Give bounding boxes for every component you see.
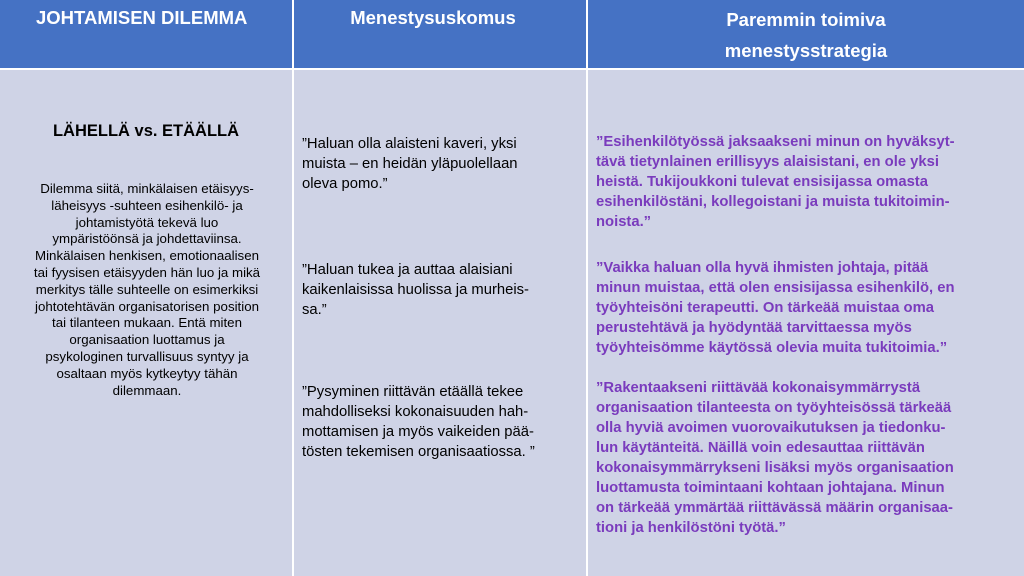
dilemma-line: johtotehtävän organisatorisen position [35, 298, 259, 314]
strategy-cell [588, 70, 1024, 576]
header-strategy-line-1: Paremmin toimiva [726, 9, 886, 30]
dilemma-line: dilemmaan. [112, 382, 182, 398]
strategy-line: noista.” [596, 214, 652, 230]
dilemma-line: psykologinen turvallisuus syntyy ja [45, 348, 249, 364]
header-strategy-line-2: menestysstrategia [724, 40, 888, 61]
strategy-line: luottamusta toimintaani kohtaan johtajana. Minun [596, 480, 945, 496]
strategy-line: perustehtävä ja hyödyntää tarvittaessa myös [596, 320, 912, 336]
strategy-line: lun käytänteitä. Näillä voin edesauttaa riittävän [596, 440, 925, 456]
header-belief-label: Menestysuskomus [350, 7, 516, 28]
belief-line: ”Haluan olla alaisteni kaveri, yksi [302, 136, 517, 152]
belief-line: kaikenlaisissa huolissa ja murheis- [302, 282, 529, 298]
dilemma-line: läheisyys -suhteen esihenkilö- ja [51, 197, 243, 213]
belief-line: tösten tekemisen organisaatiossa. ” [302, 444, 535, 460]
strategy-line: ”Esihenkilötyössä jaksaakseni minun on hyväksyt- [596, 134, 955, 150]
dilemma-title: LÄHELLÄ vs. ETÄÄLLÄ [52, 122, 240, 140]
strategy-line: minun muistaa, että olen ensisijassa esihenkilö, en [596, 280, 955, 296]
strategy-line: esihenkilöstäni, kollegoistani ja muista tukitoimin- [596, 194, 950, 210]
strategy-line: työyhteisöni terapeutti. On tärkeää muistaa oma [596, 300, 934, 316]
dilemma-description [8, 181, 286, 399]
strategy-line: organisaation tilanteesta on työyhteisössä tärkeää [596, 400, 952, 416]
dilemma-line: johtamistyötä tekevä luo [75, 214, 219, 230]
dilemma-line: tai fyysisen etäisyyden hän luo ja mikä [33, 264, 261, 280]
dilemma-line: Dilemma siitä, minkälaisen etäisyys- [40, 181, 254, 196]
strategy-quote-3 [596, 378, 1020, 538]
dilemma-line: organisaation luottamus ja [69, 332, 225, 348]
belief-line: ”Haluan tukea ja auttaa alaisiani [302, 262, 513, 278]
strategy-line: kokonaisymmärrykseni lisäksi myös organisaation [596, 460, 954, 476]
belief-line: sa.” [302, 302, 327, 318]
dilemma-line: osaltaan myös kytkeytyy tähän [56, 365, 238, 381]
belief-line: oleva pomo.” [302, 176, 388, 192]
strategy-line: tioni ja henkilöstöni työtä.” [596, 520, 786, 536]
belief-line: mahdolliseksi kokonaisuuden hah- [302, 404, 529, 420]
strategy-line: ”Vaikka haluan olla hyvä ihmisten johtaja, pitää [596, 260, 929, 276]
strategy-quote-2 [596, 258, 1020, 358]
belief-cell [294, 70, 586, 576]
strategy-line: ”Rakentaakseni riittävää kokonaisymmärrystä [596, 380, 921, 396]
strategy-line: työyhteisömme käytössä olevia muita tukitoimia.” [596, 340, 948, 356]
dilemma-cell [0, 70, 292, 576]
belief-quote-1 [302, 134, 572, 194]
header-dilemma-label: JOHTAMISEN DILEMMA [36, 7, 248, 28]
strategy-line: olla hyviä avoimen vuorovaikutuksen ja tiedonku- [596, 420, 946, 436]
belief-quote-2 [302, 260, 572, 320]
strategy-line: on tärkeää ymmärtää riittävässä määrin organisaa- [596, 500, 953, 516]
strategy-quote-1 [596, 132, 1020, 232]
dilemma-line: ympäristöönsä ja johdettaviinsa. [52, 231, 242, 247]
strategy-line: tävä tietynlainen erillisyys alaisistani, en ole yksi [596, 154, 939, 170]
header-strategy [588, 0, 1024, 68]
header-dilemma [0, 0, 292, 68]
dilemma-line: Minkälaisen henkisen, emotionaalisen [35, 248, 259, 264]
dilemma-line: merkitys tälle suhteelle on esimerkiksi [35, 281, 259, 297]
dilemma-line: tai tilanteen mukaan. Entä miten [52, 315, 242, 331]
belief-line: mottamisen ja myös vaikeiden pää- [302, 424, 534, 440]
belief-line: muista – en heidän yläpuolellaan [302, 156, 518, 172]
belief-line: ”Pysyminen riittävän etäällä tekee [302, 384, 524, 400]
belief-quote-3 [302, 382, 572, 462]
header-belief [294, 0, 586, 68]
strategy-line: heistä. Tukijoukkoni tulevat ensisijassa omasta [596, 174, 928, 190]
